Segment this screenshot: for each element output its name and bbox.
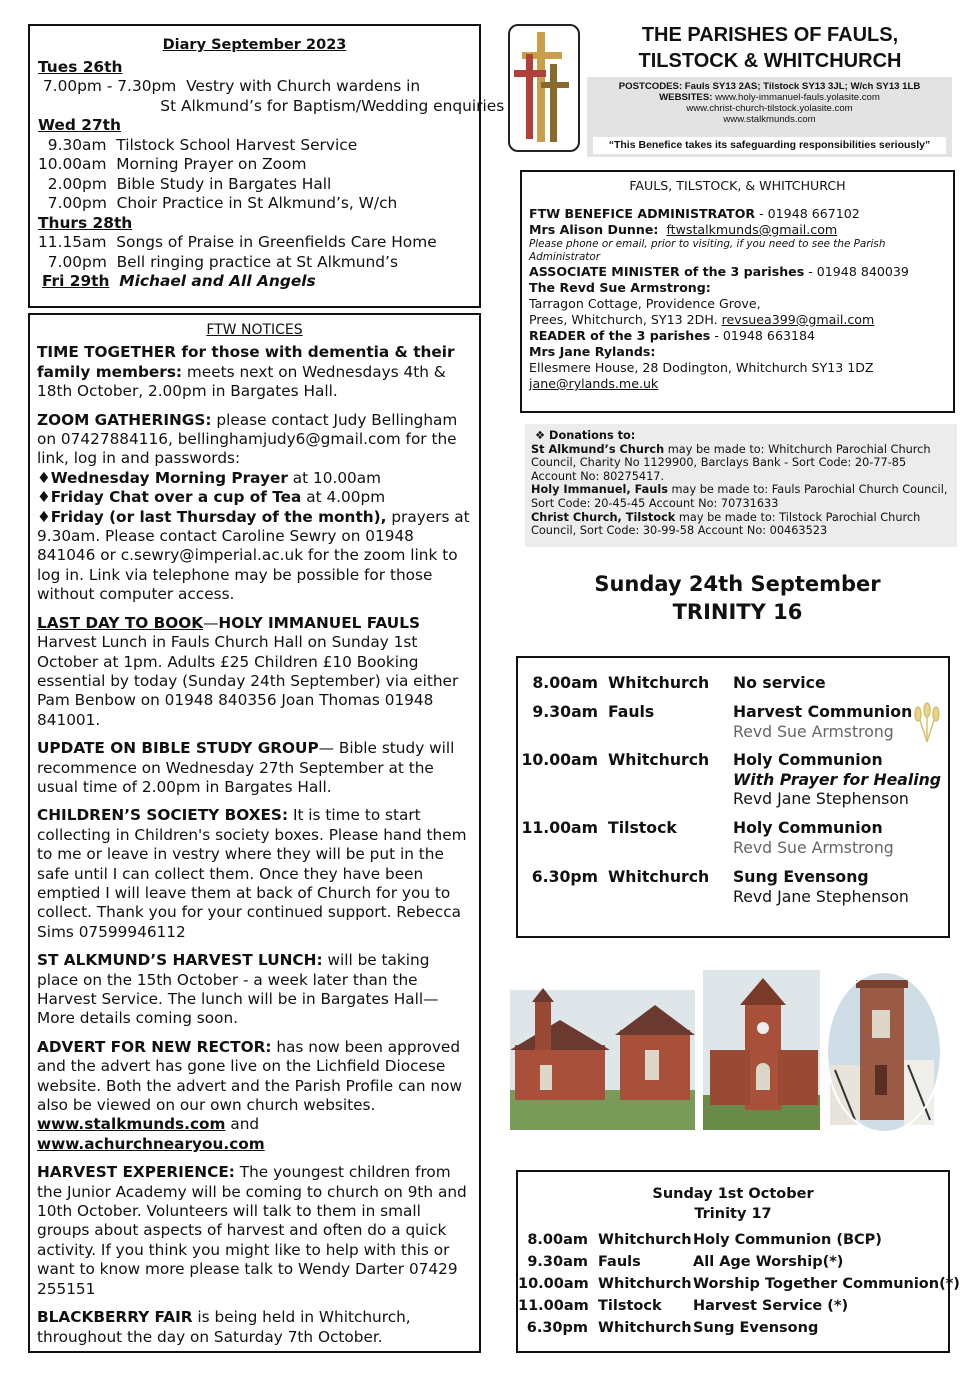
- donations-panel: [525, 424, 957, 547]
- service-place: Whitchurch: [608, 750, 710, 769]
- donation-item: [531, 443, 951, 484]
- diary-line: 7.00pm Bell ringing practice at St Alkmund’s: [38, 252, 398, 271]
- diary-day: [38, 57, 505, 117]
- notice-text: It is time to start collecting in Children's society boxes. Please hand them to me or leave in vestry where they will be put in the safe until I can collect them. Once they have been emptied I will leave them at back of Church for you to collect. Thank you for your continued support. Rebecca Sims 07599946112: [37, 806, 467, 941]
- service-minister: Revd Sue Armstrong: [733, 721, 894, 741]
- service-subtitle: With Prayer for Healing: [733, 769, 942, 789]
- notice-time-together: [37, 343, 472, 401]
- contact-address: Prees, Whitchurch, SY13 2DH.: [529, 312, 722, 327]
- sunday-heading: [520, 570, 955, 626]
- contact-email[interactable]: ftwstalkmunds@gmail.com: [666, 222, 838, 237]
- contact-phone: - 01948 667102: [755, 206, 860, 221]
- website-link[interactable]: www.stalkmunds.com: [37, 1115, 226, 1134]
- diary-line: 10.00am Morning Prayer on Zoom: [38, 155, 307, 173]
- notice-text: The youngest children from the Junior Academy will be coming to church on 9th and 10th October. Volunteers will talk to them in small groups about aspects of harvest and often do a quick activity. If you think you might like to help with this or want to know more please talk to Wendy Darter 07429 255151: [37, 1163, 467, 1298]
- parish-title: [590, 22, 950, 74]
- service-time: 8.00am: [532, 673, 598, 692]
- service-minister: Revd Sue Armstrong: [733, 837, 894, 857]
- notices-box: [28, 313, 481, 1353]
- diary-day-heading: Tues 26th: [38, 57, 123, 76]
- service-time: 6.30pm: [526, 1320, 588, 1336]
- donation-text: may be made to: Whitchurch Parochial Church Council, Charity No 1129900, Barclays Bank - Sort Code: 20-77-85 Account No: 80275417.: [531, 442, 931, 483]
- notice-text: meets next on Wednesdays 4th & 18th October, 2.00pm in Bargates Hall.: [37, 362, 446, 401]
- sunday-name: TRINITY 16: [672, 600, 803, 624]
- service-place: Tilstock: [598, 1298, 662, 1314]
- notice-text: at 10.00am: [287, 468, 382, 487]
- notices-title: FTW NOTICES: [206, 322, 303, 338]
- service-time: 10.00am: [521, 750, 598, 769]
- service-time: 11.00am: [521, 818, 598, 837]
- notice-text: and: [225, 1115, 260, 1134]
- diary-last-day: [38, 272, 471, 292]
- contact-note: Please phone or email, prior to visiting, if you need to see the Parish Administrator: [529, 238, 886, 263]
- contact-phone: - 01948 840039: [804, 264, 909, 279]
- service-name: Sung Evensong: [733, 867, 869, 886]
- notice-heading: UPDATE ON BIBLE STUDY GROUP: [37, 739, 319, 758]
- service-place: Whitchurch: [598, 1276, 692, 1292]
- diary-feast: Michael and All Angels: [119, 272, 316, 290]
- notice-text: Harvest Lunch in Fauls Church Hall on Sunday 1st October at 1pm. Adults £25 Children £10 Booking essential by today (Sunday 24th September) via either Pam Benbow on 01948 840356 Joan Thomas 01948 841001.: [37, 633, 459, 729]
- tilstock-church-photo: [703, 970, 820, 1130]
- notice-harvest-experience: [37, 1163, 472, 1299]
- service-time: 6.30pm: [531, 867, 598, 886]
- sunday-date: Sunday 24th September: [594, 572, 881, 596]
- diary-line: 2.00pm Bible Study in Bargates Hall: [38, 174, 332, 193]
- notice-bullet: ♦Friday Chat over a cup of Tea: [37, 488, 302, 507]
- notice-heading: LAST DAY TO BOOK: [37, 613, 204, 632]
- contact-email[interactable]: jane@rylands.me.uk: [529, 376, 659, 391]
- service-name: Holy Communion: [733, 750, 883, 769]
- contact-email[interactable]: revsuea399@gmail.com: [721, 312, 875, 327]
- notice-heading: ZOOM GATHERINGS:: [37, 410, 212, 429]
- contact-address: Ellesmere House, 28 Dodington, Whitchurch SY13 1DZ: [529, 360, 874, 375]
- service-minister: Revd Jane Stephenson: [733, 886, 909, 906]
- next-sunday-date: Sunday 1st October: [652, 1186, 814, 1202]
- parish-title-line: TILSTOCK & WHITCHURCH: [638, 50, 902, 72]
- service-name: No service: [733, 673, 826, 692]
- website-link[interactable]: www.stalkmunds.com: [723, 114, 816, 125]
- admin-contacts-box: [520, 170, 955, 413]
- service-time: 10.00am: [518, 1276, 589, 1292]
- notice-text: will be taking place on the 15th October - a week later than the Harvest Service. The lunch will be in Bargates Hall—More details coming soon.: [37, 951, 439, 1028]
- website-link[interactable]: www.achurchnearyou.com: [37, 1134, 265, 1153]
- donation-church: Christ Church, Tilstock: [531, 510, 676, 524]
- service-minister: Revd Jane Stephenson: [733, 789, 909, 808]
- service-name: Harvest Service (*): [693, 1298, 849, 1314]
- notice-last-day-to-book: [37, 614, 472, 730]
- donation-text: may be made to: Tilstock Parochial Church Council, Sort Code: 30-99-58 Account No: 00463523: [531, 510, 921, 538]
- notice-harvest-lunch: [37, 951, 472, 1029]
- notice-bullet: ♦Friday (or last Thursday of the month),: [37, 507, 387, 526]
- diary-day: [38, 214, 471, 273]
- donation-text: may be made to: Fauls Parochial Church Council, Sort Code: 20-45-45 Account No: 70731633: [531, 483, 948, 510]
- service-time: 9.30am: [532, 702, 598, 721]
- notice-bullet: ♦Wednesday Morning Prayer: [37, 468, 288, 487]
- diary-line: 7.00pm - 7.30pm Vestry with Church wardens in: [38, 77, 421, 95]
- notice-advert-rector: [37, 1038, 472, 1154]
- notice-text: prayers at 9.30am. Please contact Caroline Sewry on 01948 841046 or c.sewry@imperial.ac.uk for the zoom link to log in. Link via telephone may be possible for those without computer access.: [37, 507, 470, 604]
- service-place: Fauls: [608, 702, 655, 721]
- donation-church: St Alkmund’s Church: [531, 442, 665, 456]
- safeguarding-statement: “This Benefice takes its safeguarding responsibilities seriously”: [593, 137, 946, 154]
- notice-text: is being held in Whitchurch, throughout the day on Saturday 7th October.: [37, 1308, 411, 1346]
- notice-blackberry-fair: [37, 1308, 472, 1347]
- contact-info-bar: [587, 77, 952, 157]
- notice-heading: HARVEST EXPERIENCE:: [37, 1163, 235, 1182]
- next-sunday-heading: [518, 1184, 948, 1224]
- contact-name: Mrs Jane Rylands:: [529, 344, 656, 359]
- diary-day: [38, 116, 471, 214]
- service-place: Fauls: [598, 1254, 641, 1270]
- notice-heading: ADVERT FOR NEW RECTOR:: [37, 1037, 272, 1056]
- service-name: Worship Together Communion(*): [693, 1276, 960, 1292]
- diary-line: 9.30am Tilstock School Harvest Service: [38, 135, 358, 154]
- service-place: Whitchurch: [608, 867, 710, 886]
- donation-church: Holy Immanuel, Fauls: [531, 483, 668, 497]
- notice-bible-study: [37, 739, 472, 797]
- notice-zoom: [37, 411, 472, 605]
- next-sunday-name: Trinity 17: [694, 1206, 772, 1222]
- notice-heading: HOLY IMMANUEL FAULS: [218, 613, 420, 632]
- contact-role: ASSOCIATE MINISTER of the 3 parishes: [529, 264, 805, 279]
- contact-address: Tarragon Cottage, Providence Grove,: [529, 296, 761, 311]
- service-time: 8.00am: [527, 1232, 588, 1248]
- donation-item: [531, 483, 951, 510]
- contact-name: The Revd Sue Armstrong:: [529, 280, 711, 295]
- notice-text: at 4.00pm: [301, 488, 386, 507]
- website-link[interactable]: www.christ-church-tilstock.yolasite.com: [686, 103, 853, 114]
- service-place: Whitchurch: [598, 1320, 692, 1336]
- notice-heading: ST ALKMUND’S HARVEST LUNCH:: [37, 951, 323, 970]
- contact-role: FTW BENEFICE ADMINISTRATOR: [529, 206, 756, 221]
- fauls-church-photo: [510, 988, 695, 1130]
- donation-item: [531, 511, 951, 538]
- service-name: Sung Evensong: [693, 1320, 819, 1336]
- donations-title: ❖ Donations to:: [535, 429, 636, 442]
- diary-line: 11.15am Songs of Praise in Greenfields Care Home: [38, 233, 437, 251]
- diary-line: St Alkmund’s for Baptism/Wedding enquiries: [38, 96, 505, 115]
- contact-role: READER of the 3 parishes: [529, 328, 711, 343]
- notice-heading: CHILDREN’S SOCIETY BOXES:: [37, 806, 289, 825]
- service-time: 9.30am: [527, 1254, 588, 1270]
- diary-day-heading: Thurs 28th: [38, 213, 133, 232]
- diary-day-heading: Fri 29th: [42, 272, 110, 290]
- notice-text: please contact Judy Bellingham on 07427884116, bellinghamjudy6@gmail.com for the link, log in and passwords:: [37, 410, 458, 468]
- service-place: Tilstock: [608, 818, 677, 837]
- diary-day-heading: Wed 27th: [38, 116, 121, 134]
- contact-phone: - 01948 663184: [710, 328, 816, 343]
- diary-box: [28, 24, 505, 308]
- postcodes: POSTCODES: Fauls SY13 2AS; Tilstock SY13 3JL; W/ch SY13 1LB: [618, 81, 921, 92]
- cross-logo-icon: [508, 24, 580, 152]
- services-table: [516, 656, 950, 938]
- notice-heading: TIME TOGETHER for those with dementia & their family members:: [37, 343, 455, 381]
- notice-dash: —: [203, 613, 219, 632]
- websites-label: WEBSITES:: [659, 92, 713, 103]
- notice-text: has now been approved and the advert has gone live on the Lichfield Diocese website. Both the advert and the Parish Profile can now also be viewed on our own church websites.: [37, 1037, 462, 1115]
- service-place: Whitchurch: [598, 1232, 692, 1248]
- notice-heading: BLACKBERRY FAIR: [37, 1308, 193, 1327]
- service-place: Whitchurch: [608, 673, 710, 692]
- parish-title-line: THE PARISHES OF FAULS,: [641, 24, 899, 46]
- service-time: 11.00am: [518, 1298, 589, 1314]
- notice-text: — Bible study will recommence on Wednesday 27th September at the usual time of 2.00pm in Bargates Hall.: [37, 739, 455, 796]
- admin-title: FAULS, TILSTOCK, & WHITCHURCH: [629, 178, 846, 193]
- contact-name: Mrs Alison Dunne:: [529, 222, 659, 237]
- next-sunday-box: [516, 1170, 960, 1353]
- service-name: Harvest Communion: [733, 702, 913, 721]
- service-name: Holy Communion: [733, 818, 883, 837]
- notice-childrens-society: [37, 806, 472, 942]
- website-link[interactable]: www.holy-immanuel-fauls.yolasite.com: [715, 92, 880, 103]
- service-name: Holy Communion (BCP): [693, 1232, 882, 1248]
- service-name: All Age Worship(*): [693, 1254, 844, 1270]
- whitchurch-church-photo: [827, 972, 941, 1132]
- church-photos: [510, 970, 955, 1135]
- wheat-icon: [910, 702, 944, 746]
- diary-title: Diary September 2023: [162, 37, 347, 53]
- diary-line: 7.00pm Choir Practice in St Alkmund’s, W/ch: [38, 194, 398, 212]
